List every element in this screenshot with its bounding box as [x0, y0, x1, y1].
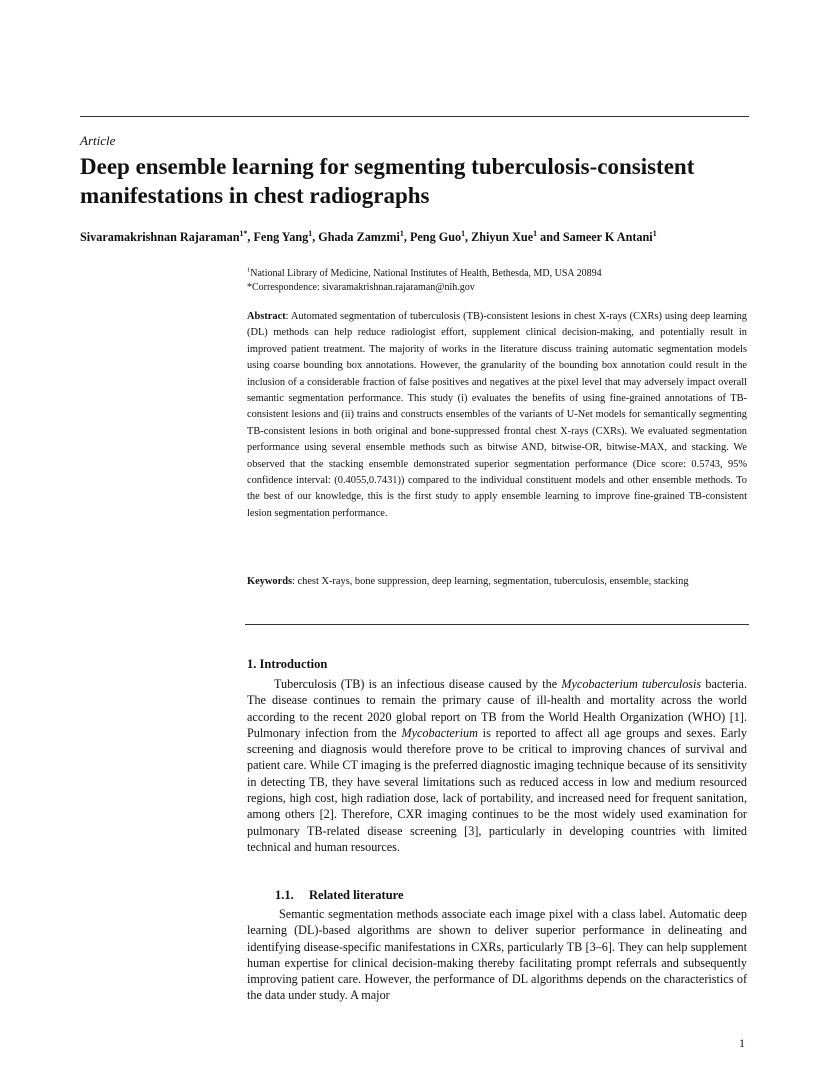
- author-list: Sivaramakrishnan Rajaraman$^{1*}$, Feng Yang$^1$, Ghada Zamzmi$^1$, Peng Guo$^1$, Zhiyun Xue$^1$ and Sameer K Antani$^1$: [80, 228, 657, 244]
- abstract-label: Abstract: [247, 311, 286, 322]
- abstract-text: : Automated segmentation of tuberculosis (TB)-consistent lesions in chest X-rays (CXRs) using deep learning (DL) methods can help reduce radiologist effort, supplement clinical decision-making, and potentially result in improved patient treatment. The majority of works in the literature discuss training automatic segmentation models using coarse bounding box annotations. However, the granularity of the bounding box annotation could result in the inclusion of a considerable fraction of false positives and negatives at the pixel level that may adversely impact overall semantic segmentation performance. This study (i) evaluates the benefits of using fine-grained annotations of TB-consistent lesions and (ii) trains and constructs ensembles of the variants of U-Net models for semantically segmenting TB-consistent lesions in both original and bone-suppressed frontal chest X-rays (CXRs). We evaluated segmentation performance using several ensemble methods such as bitwise AND, bitwise-OR, bitwise-MAX, and stacking. We observed that the stacking ensemble demonstrated superior segmentation performance (Dice score: 0.5743, 95% confidence interval: (0.4055,0.7431)) compared to the individual constituent models and other ensemble methods. To the best of our knowledge, this is the first study to apply ensemble learning to improve fine-grained TB-consistent lesion segmentation performance.: [247, 311, 747, 519]
- page-number: 1: [739, 1036, 745, 1050]
- author: Peng Guo: [409, 230, 462, 244]
- top-rule: [80, 116, 749, 117]
- article-label: Article: [80, 133, 116, 148]
- section-heading-introduction: 1. Introduction: [247, 657, 328, 671]
- affiliation-text: National Library of Medicine, National Institutes of Health, Bethesda, MD, USA 20894: [250, 268, 602, 279]
- correspondence: *Correspondence: sivaramakrishnan.rajaraman@nih.gov: [247, 282, 475, 293]
- author: Feng Yang: [253, 230, 309, 244]
- abstract: [247, 309, 747, 522]
- author: Sameer K Antani: [562, 230, 653, 244]
- affiliation: $^1$National Library of Medicine, National Institutes of Health, Bethesda, MD, USA 20894 *Correspondence: sivaramakrishnan.rajaraman@nih.gov: [247, 266, 602, 293]
- keywords-text: : chest X-rays, bone suppression, deep learning, segmentation, tuberculosis, ensemble, stacking: [292, 576, 689, 587]
- paper-title: Deep ensemble learning for segmenting tuberculosis-consistent manifestations in chest radiographs: [80, 154, 695, 208]
- abstract-bottom-rule: [245, 624, 749, 625]
- intro-paragraph: Tuberculosis (TB) is an infectious disease caused by the Mycobacterium tuberculosis bacteria. The disease continues to remain the primary cause of ill-health and mortality across the world according to the recent 2020 global report on TB from the World Health Organization (WHO) [1]. Pulmonary infection from the Mycobacterium is reported to affect all age groups and sexes. Early screening and diagnosis would therefore prove to be critical to improving chances of survival and patient care. While CT imaging is the preferred diagnostic imaging technique because of its sensitivity in detecting TB, they have several limitations such as reduced access in low and medium resourced regions, high cost, high radiation dose, lack of portability, and increased need for frequent sanitation, among others [2]. Therefore, CXR imaging continues to be the most widely used examination for pulmonary TB-related disease screening [3], particularly in developing countries with limited technical and human resources.: [247, 677, 748, 854]
- related-literature-paragraph: Semantic segmentation methods associate each image pixel with a class label. Automatic deep learning (DL)-based algorithms are shown to deliver superior performance in delineating and identifying disease-specific manifestations in CXRs, particularly TB [3–6]. They can help supplement human expertise for clinical decision-making thereby facilitating prompt referrals and subsequently improving patient care. However, the performance of DL algorithms depends on the characteristics of the data under study. A major: [247, 907, 747, 1003]
- author: Ghada Zamzmi: [318, 230, 400, 244]
- keywords: [247, 574, 747, 590]
- author: Zhiyun Xue: [471, 230, 534, 244]
- keywords-label: Keywords: [247, 576, 293, 587]
- author: Sivaramakrishnan Rajaraman: [80, 230, 240, 244]
- subsection-heading-related-literature: 1.1. Related literature: [275, 888, 404, 902]
